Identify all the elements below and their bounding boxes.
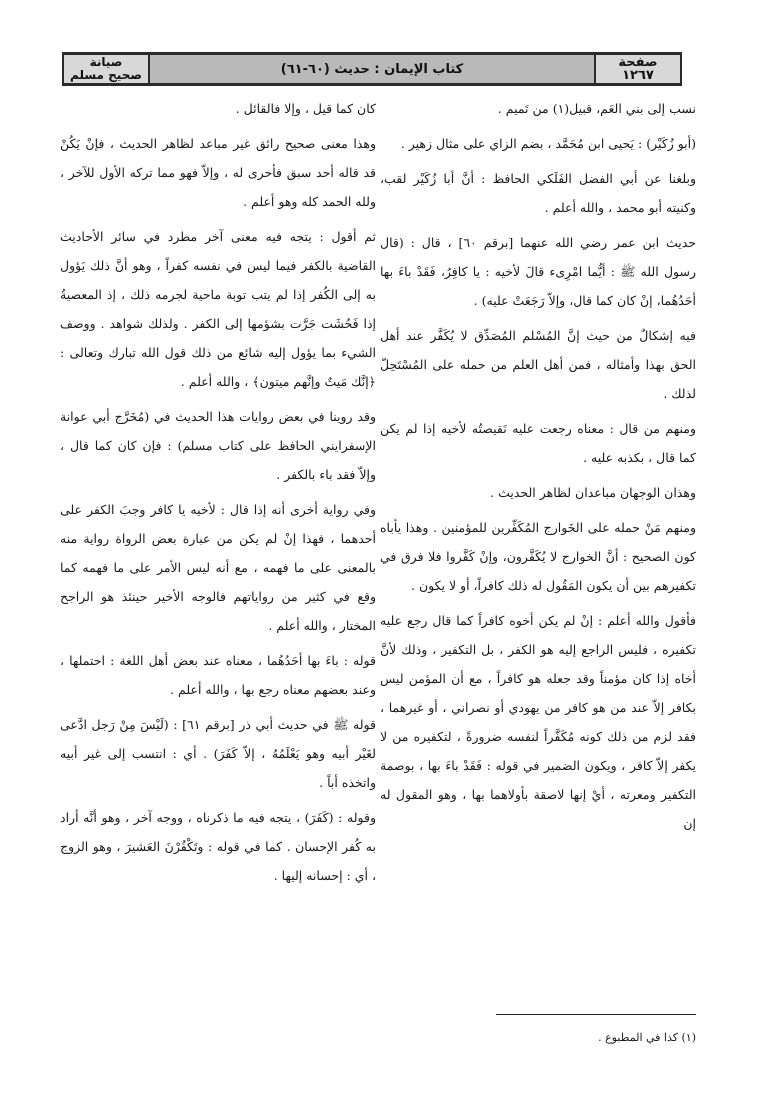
paragraph: وبلغنا عن أبي الفضل الفَلَكي الحافظ : أنَّ أبا زُكَيْر لقب، وكنيته أبو محمد ، والله أعلم . <box>380 171 696 215</box>
paragraph: فأقول والله أعلم : إنْ لم يكن أخوه كافراً كما قال رجع عليه تكفيره ، فليس الراجع إليه هو الكفر ، بل التكفير ، وذلك لأنَّ أخاه إذا كان مؤمناً وقد جعله هو كافراً ، مع أن المؤمن ليس بكافر إلاّ عند من هو كافر من يهودي أو نصراني ، أو غيرهما ، فقد لزم من ذلك كونه مُكَفَّراً لنفسه ضرورةً ، لتكفيره من لا يكفر إلاّ كافر ، ويكون الضمير في قوله : فَقَدْ باءَ بها ، بوصمة التكفير ومعرته ، أيْ إنها لاصقة بأولاهما بها ، وهو المقول له إن <box>380 613 696 831</box>
chapter-title: كتاب الإيمان : حديث (٦٠-٦١) <box>280 61 464 77</box>
paragraph: وفي رواية أخرى أنه إذا قال : لأخيه يا كافر وجبَ الكفر على أحدهما ، فهذا إنْ لم يكن من عبارة بعض الرواة رواية منه بالمعنى على ما فهمه ، مع أنه ليس الأمر على ما فهمه كما وقع في كثير من رواياتهم فالوجه الأخير حينئذ هو الراجح المختار ، والله أعلم . <box>60 502 376 633</box>
paragraph: فيه إشكالٌ من حيث إنَّ المُسْلم المُصَدِّق لا يُكَفَّر عند أهل الحق بهذا وأمثاله ، فمن أهل العلم من حمله على المُسْتَحِلّ لذلك . <box>380 328 696 401</box>
footnote: (١) كذا في المطبوع . <box>598 1031 696 1044</box>
paragraph: نسب إلى بني العَم، قبيل(١) من تَميم . <box>497 101 696 116</box>
paragraph: ومنهم من قال : معناه رجعت عليه نَقيصتُه لأخيه إذا لم يكن كما قال ، بكذبه عليه . <box>380 421 696 465</box>
paragraph: ومنهم مَنْ حمله على الخَوارج المُكَفِّرين للمؤمنين . وهذا يأباه كون الصحيح : أنَّ الخوارج لا يُكَفَّرون، وإنْ كَفَّروا فلا فرق في تكفيرهم بين أن يكون المَقُول له ذلك كافراً، أو لا يكون . <box>380 520 696 593</box>
paragraph: كان كما قيل ، وإلا فالقائل . <box>235 101 376 116</box>
chapter-title-box <box>148 55 596 83</box>
paragraph: (أبو زُكَيْر) : يَحيى ابن مُحَمَّد ، بضم الزاي على مثال زهير . <box>400 136 696 151</box>
book-title-line2: صحيح مسلم <box>70 68 142 82</box>
footnote-separator <box>496 1014 696 1015</box>
paragraph: ثم أقول : يتجه فيه معنى آخر مطرد في سائر الأحاديث القاضية بالكفر فيما ليس في نفسه كفراً ، وهو أنَّ ذلك يَؤول به إلى الكُفر إذا لم يتب توبة ماحية لجرمه ذلك ، إذ المعصيةُ إذا فَحُشَت جَرَّت بشؤمها إلى الكفر . ولذلك شواهد . ووصف الشيء بما يؤول إليه شائع من ذلك قول الله تبارك وتعالى : ﴿إنَّك مَيتٌ وإنَّهم ميتون﴾ ، والله أعلم . <box>60 229 376 389</box>
book-title-box <box>64 55 150 83</box>
page-label: صفحة <box>618 55 658 70</box>
paragraph: حديث ابن عمر رضي الله عنهما [برقم ٦٠] ، قال : (قال رسول الله ﷺ : أيُّما امْرِىء قالَ لأخيه : يا كافِرُ، فَقَدْ باءَ بها أحَدُهُما، إنْ كان كما قال، وإلاّ رَجَعَتْ عليه) . <box>380 235 696 308</box>
page-number: ١٢٦٧ <box>622 68 654 83</box>
paragraph: وهذا معنى صحيح رائق غير مباعد لظاهر الحديث ، فإنْ يَكُنْ قد قاله أحد سبق فأحرى له ، وإلاّ فهو مما تركه الأول للآخر ، ولله الحمد كله وهو أعلم . <box>60 136 376 209</box>
book-title-line1: صيانة <box>89 55 123 69</box>
left-column <box>60 94 376 896</box>
page-number-box <box>594 55 680 83</box>
paragraph: قوله : باءَ بها أحَدُهُما ، معناه عند بعض أهل اللغة : احتملها ، وعند بعضهم معناه رجع بها ، والله أعلم . <box>60 653 376 697</box>
paragraph: وقد روينا في بعض روايات هذا الحديث في (مُخَرَّج أبي عوانة الإسفرايني الحافظ على كتاب مسلم) : فإن كان كما قال ، وإلاّ فقد باء بالكفر . <box>60 409 376 482</box>
paragraph: قوله ﷺ في حديث أبي ذر [برقم ٦١] : (لَيْسَ مِنْ رَجل ادَّعى لغَيْر أبيه وهو يَعْلَمُهُ ، إلاّ كَفَرَ) . أي : انتسب إلى غير أبيه واتخذه أباً . <box>60 717 376 790</box>
right-column <box>380 94 696 844</box>
page-header <box>62 52 682 86</box>
paragraph: وقوله : (كَفَرَ) ، يتجه فيه ما ذكرناه ، ووجه آخر ، وهو أنَّه أراد به كُفر الإحسان . كما في قوله : وتَكْفُرْنَ العَشيرَ ، وهو الزوج ، أي : إحسانه إليها . <box>60 810 376 883</box>
paragraph: وهذان الوجهان مباعدان لظاهر الحديث . <box>490 485 696 500</box>
